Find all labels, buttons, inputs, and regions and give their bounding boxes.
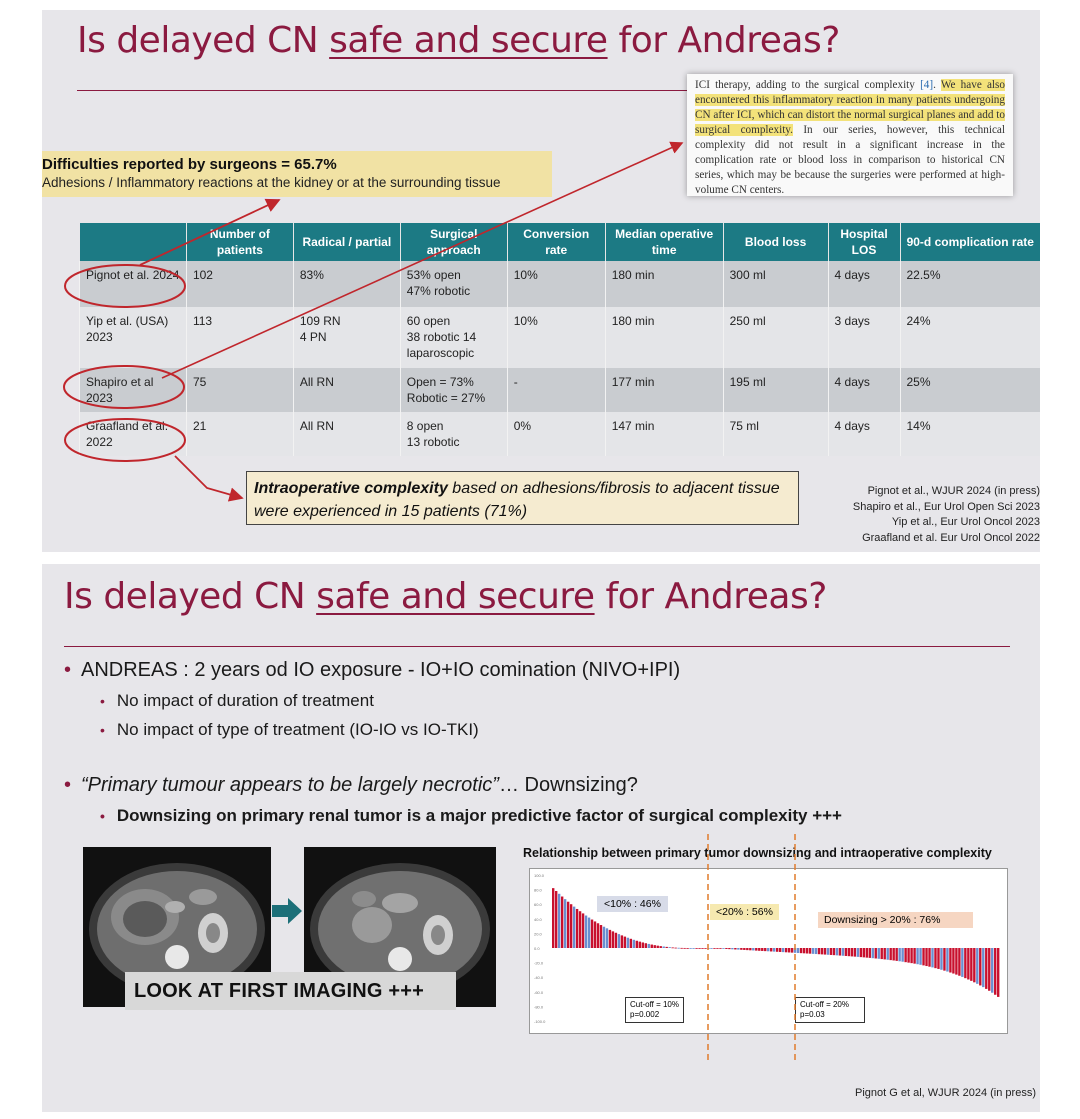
waterfall-bar	[555, 891, 557, 948]
waterfall-bar	[570, 904, 572, 948]
slide-title: Is delayed CN safe and secure for Andreas?	[77, 20, 840, 61]
waterfall-bar	[698, 948, 700, 949]
waterfall-bar	[683, 948, 685, 949]
y-tick-label: 80.0	[534, 887, 542, 893]
waterfall-bar	[761, 948, 763, 951]
waterfall-bar	[639, 942, 641, 948]
cutoff-label: Cut-off = 10%	[630, 1000, 679, 1009]
arrow-to-callout	[175, 456, 242, 498]
waterfall-bar	[824, 948, 826, 955]
waterfall-bar	[665, 947, 667, 948]
table-cell: 250 ml	[723, 307, 828, 368]
waterfall-bar	[642, 942, 644, 948]
waterfall-bar	[901, 948, 903, 962]
waterfall-bar	[624, 937, 626, 948]
study-name-cell: Pignot et al. 2024	[80, 261, 187, 307]
table-cell: 10%	[507, 261, 605, 307]
waterfall-bar	[812, 948, 814, 954]
waterfall-bar	[860, 948, 862, 957]
waterfall-bar	[818, 948, 820, 954]
waterfall-bar	[955, 948, 957, 975]
waterfall-bar	[887, 948, 889, 960]
waterfall-bar	[830, 948, 832, 955]
waterfall-bar	[648, 944, 650, 948]
difficulties-title: Difficulties reported by surgeons = 65.7%	[42, 156, 337, 173]
waterfall-bar	[991, 948, 993, 993]
waterfall-bar	[940, 948, 942, 970]
table-cell: 147 min	[605, 412, 723, 456]
waterfall-bar	[919, 948, 921, 965]
waterfall-bar	[591, 920, 593, 948]
waterfall-bar	[686, 948, 688, 949]
waterfall-bar	[931, 948, 933, 967]
waterfall-bar	[889, 948, 891, 960]
cutoff-label: Cut-off = 20%	[800, 1000, 849, 1009]
waterfall-bar	[934, 948, 936, 968]
waterfall-bar	[597, 923, 599, 948]
header-cell: Number of patients	[186, 223, 293, 261]
header-cell: 90-d complication rate	[900, 223, 1040, 261]
y-tick-label: 60.0	[534, 902, 542, 908]
waterfall-bar	[725, 948, 727, 949]
waterfall-bar	[973, 948, 975, 982]
waterfall-bar	[842, 948, 844, 956]
waterfall-bar	[576, 909, 578, 948]
waterfall-bar	[779, 948, 781, 952]
waterfall-bar	[785, 948, 787, 952]
waterfall-bar	[833, 948, 835, 955]
waterfall-bar	[663, 947, 665, 948]
waterfall-bar	[809, 948, 811, 954]
article-excerpt: ICI therapy, adding to the surgical complexity [4]. We have also encountered this inflammatory reaction in many patients undergoing CN after ICI, which can distort the normal surgical planes and add to surgical complexity. In our series, however, this technical complexity did not result in a significant increase in the complication rate or blood loss in comparison to historical CN series, which may be because the surgeries were performed at high-volume CN centers.	[687, 74, 1013, 196]
waterfall-bar	[788, 948, 790, 952]
waterfall-bar	[836, 948, 838, 955]
table-cell: 3 days	[828, 307, 900, 368]
header-cell: Radical / partial	[293, 223, 400, 261]
waterfall-bar	[851, 948, 853, 956]
waterfall-bar	[680, 948, 682, 949]
waterfall-bar	[904, 948, 906, 962]
table-cell: 21	[186, 412, 293, 456]
waterfall-chart	[529, 868, 1008, 1034]
slide-title: Is delayed CN safe and secure for Andreas?	[64, 576, 827, 617]
look-at-first-imaging-label: LOOK AT FIRST IMAGING +++	[125, 972, 456, 1010]
waterfall-bar	[961, 948, 963, 977]
waterfall-bar	[895, 948, 897, 961]
waterfall-bar	[710, 948, 712, 949]
waterfall-bar	[564, 899, 566, 948]
waterfall-bar	[776, 948, 778, 952]
reference-line: Graafland et al. Eur Urol Oncol 2022	[862, 531, 1040, 544]
waterfall-bar	[821, 948, 823, 954]
waterfall-bar	[636, 941, 638, 948]
table-cell: 14%	[900, 412, 1040, 456]
waterfall-bar	[758, 948, 760, 951]
table-cell: 195 ml	[723, 368, 828, 412]
header-cell: Blood loss	[723, 223, 828, 261]
highlight-circle-pignot	[65, 265, 185, 307]
waterfall-bar	[800, 948, 802, 953]
y-tick-label: 20.0	[534, 931, 542, 937]
table-cell: 113	[186, 307, 293, 368]
waterfall-bar	[967, 948, 969, 979]
waterfall-bar	[988, 948, 990, 991]
waterfall-bar	[612, 931, 614, 948]
y-tick-label: -60.0	[534, 989, 544, 995]
waterfall-bar	[674, 948, 676, 949]
reference-line: Yip et al., Eur Urol Oncol 2023	[891, 516, 1040, 528]
waterfall-bar	[719, 948, 721, 949]
waterfall-bar	[552, 888, 554, 948]
header-cell: Median operative time	[605, 223, 723, 261]
waterfall-bar	[689, 948, 691, 949]
waterfall-bar	[600, 925, 602, 948]
slide-bottom	[42, 564, 1040, 1112]
waterfall-bar	[994, 948, 996, 995]
y-tick-label: 100.0	[534, 873, 545, 878]
table-cell: 102	[186, 261, 293, 307]
waterfall-bar	[603, 927, 605, 948]
waterfall-bar	[660, 946, 662, 948]
waterfall-bar	[985, 948, 987, 989]
waterfall-bar	[845, 948, 847, 956]
table-cell: 4 days	[828, 412, 900, 456]
waterfall-bar	[618, 934, 620, 948]
waterfall-bar	[979, 948, 981, 985]
waterfall-bar	[609, 930, 611, 948]
cutoff-box	[625, 997, 684, 1023]
table-cell: 53% open 47% robotic	[400, 261, 507, 307]
waterfall-bar	[579, 911, 581, 948]
reference: Pignot G et al, WJUR 2024 (in press)	[855, 1087, 1036, 1099]
table-cell: 177 min	[605, 368, 723, 412]
reference-line: Shapiro et al., Eur Urol Open Sci 2023	[852, 500, 1040, 513]
table-cell: 4 days	[828, 261, 900, 307]
arrow-to-excerpt	[162, 143, 682, 378]
waterfall-bar	[854, 948, 856, 957]
waterfall-bar	[645, 943, 647, 948]
table-cell: 22.5%	[900, 261, 1040, 307]
waterfall-bar	[958, 948, 960, 976]
y-tick-label: 0.0	[534, 946, 540, 951]
y-tick-label: -40.0	[534, 975, 544, 981]
waterfall-bar	[773, 948, 775, 952]
cutoff-box	[795, 997, 865, 1023]
waterfall-bar	[573, 907, 575, 948]
table-cell: 75	[186, 368, 293, 412]
chart-title: Relationship between primary tumor downsizing and intraoperative complexity	[523, 846, 992, 860]
table-cell: 0%	[507, 412, 605, 456]
waterfall-bar	[866, 948, 868, 958]
waterfall-bar	[815, 948, 817, 954]
waterfall-bar	[976, 948, 978, 984]
waterfall-bar	[827, 948, 829, 955]
waterfall-bar	[913, 948, 915, 964]
waterfall-bar	[797, 948, 799, 953]
waterfall-bar	[755, 948, 757, 951]
waterfall-bar	[728, 948, 730, 949]
table-cell: 180 min	[605, 261, 723, 307]
waterfall-bar	[937, 948, 939, 969]
table-cell: All RN	[293, 412, 400, 456]
bullet-andreas: • ANDREAS : 2 years od IO exposure - IO+IO comination (NIVO+IPI)	[64, 659, 681, 681]
waterfall-bar	[782, 948, 784, 952]
table-cell: 4 days	[828, 368, 900, 412]
waterfall-bar	[701, 948, 703, 949]
waterfall-bar	[970, 948, 972, 981]
waterfall-bar	[875, 948, 877, 958]
waterfall-bar	[651, 945, 653, 948]
title-rule	[64, 646, 1010, 647]
complexity-callout: Intraoperative complexity based on adhesions/fibrosis to adjacent tissue were experienced in 15 patients (71%)	[246, 471, 799, 525]
waterfall-bar	[770, 948, 772, 951]
waterfall-bar	[764, 948, 766, 951]
study-name-cell: Yip et al. (USA) 2023	[80, 307, 187, 368]
waterfall-bar	[746, 948, 748, 950]
waterfall-bar	[695, 948, 697, 949]
table-cell: 83%	[293, 261, 400, 307]
waterfall-bar	[704, 948, 706, 949]
waterfall-bar	[561, 897, 563, 948]
waterfall-bar	[654, 945, 656, 948]
highlight-circle-graafland	[65, 419, 185, 461]
table-cell: 75 ml	[723, 412, 828, 456]
waterfall-bar	[997, 948, 999, 997]
sub-bullet: • No impact of type of treatment (IO-IO vs IO-TKI)	[100, 720, 479, 739]
cutoff-p-value: p=0.002	[630, 1010, 660, 1019]
waterfall-bar	[857, 948, 859, 957]
waterfall-bar	[982, 948, 984, 987]
waterfall-bar	[946, 948, 948, 972]
waterfall-bar	[722, 948, 724, 949]
table-cell: 10%	[507, 307, 605, 368]
waterfall-bar	[791, 948, 793, 953]
sub-bullet-downsizing: • Downsizing on primary renal tumor is a major predictive factor of surgical complexity +++	[100, 806, 842, 825]
waterfall-bar	[567, 902, 569, 948]
table-cell: 109 RN 4 PN	[293, 307, 400, 368]
waterfall-bar	[692, 948, 694, 949]
waterfall-bar	[952, 948, 954, 974]
waterfall-bar	[627, 938, 629, 948]
header-cell: Conversion rate	[507, 223, 605, 261]
waterfall-bar	[848, 948, 850, 956]
arrow-to-difficulties	[140, 200, 279, 265]
difficulties-subtitle: Adhesions / Inflammatory reactions at the kidney or at the surrounding tissue	[42, 175, 501, 190]
waterfall-bar	[582, 913, 584, 948]
highlight-circle-shapiro	[64, 366, 184, 408]
waterfall-bar	[657, 946, 659, 948]
waterfall-bar	[633, 940, 635, 948]
waterfall-bar	[907, 948, 909, 963]
waterfall-bar	[594, 921, 596, 948]
header-cell: Surgical approach	[400, 223, 507, 261]
waterfall-bar	[749, 948, 751, 950]
group-label: Downsizing > 20% : 76%	[818, 912, 973, 928]
waterfall-bar	[743, 948, 745, 950]
waterfall-bar	[752, 948, 754, 950]
waterfall-bar	[668, 947, 670, 948]
waterfall-bar	[916, 948, 918, 964]
y-tick-label: -20.0	[534, 960, 544, 966]
table-cell: 8 open 13 robotic	[400, 412, 507, 456]
study-name-cell: Shapiro et al 2023	[80, 368, 187, 412]
waterfall-bar	[884, 948, 886, 959]
waterfall-bar	[928, 948, 930, 967]
waterfall-bar	[881, 948, 883, 959]
waterfall-bar	[621, 935, 623, 948]
header-cell: Hospital LOS	[828, 223, 900, 261]
y-tick-label: 40.0	[534, 916, 542, 922]
table-cell: 300 ml	[723, 261, 828, 307]
table-cell: 60 open 38 robotic 14 laparoscopic	[400, 307, 507, 368]
sub-bullet: • No impact of duration of treatment	[100, 691, 374, 710]
study-name-cell: Graafland et al. 2022	[80, 412, 187, 456]
references	[853, 484, 1040, 546]
group-label: <10% : 46%	[597, 896, 668, 912]
y-tick-label: -80.0	[534, 1004, 544, 1010]
waterfall-bar	[863, 948, 865, 957]
waterfall-bar	[585, 916, 587, 948]
waterfall-bar	[716, 948, 718, 949]
waterfall-bar	[671, 947, 673, 948]
waterfall-bar	[892, 948, 894, 960]
table-cell: All RN	[293, 368, 400, 412]
waterfall-bar	[898, 948, 900, 961]
waterfall-bar	[731, 948, 733, 949]
waterfall-bar	[734, 948, 736, 949]
waterfall-bar	[839, 948, 841, 956]
waterfall-bar	[806, 948, 808, 954]
waterfall-bar	[767, 948, 769, 951]
waterfall-bar	[794, 948, 796, 953]
waterfall-bar	[713, 948, 715, 949]
table-cell: 25%	[900, 368, 1040, 412]
table-cell: Open = 73% Robotic = 27%	[400, 368, 507, 412]
waterfall-bar	[615, 933, 617, 948]
waterfall-bar	[606, 928, 608, 948]
bullet-necrotic: • “Primary tumour appears to be largely necrotic”… Downsizing?	[64, 774, 638, 796]
group-label: <20% : 56%	[710, 904, 779, 920]
waterfall-bar	[964, 948, 966, 978]
waterfall-bar	[630, 939, 632, 948]
table-cell: 24%	[900, 307, 1040, 368]
waterfall-bar	[737, 948, 739, 950]
waterfall-bar	[869, 948, 871, 958]
cutoff-p-value: p=0.03	[800, 1010, 825, 1019]
waterfall-plot	[530, 869, 1007, 1033]
reference-line: Pignot et al., WJUR 2024 (in press)	[867, 485, 1040, 497]
y-tick-label: -100.0	[534, 1019, 546, 1024]
waterfall-bar	[558, 894, 560, 948]
waterfall-bar	[922, 948, 924, 965]
waterfall-bar	[803, 948, 805, 953]
waterfall-bar	[677, 948, 679, 949]
waterfall-bar	[943, 948, 945, 971]
table-cell: 180 min	[605, 307, 723, 368]
waterfall-bar	[949, 948, 951, 973]
waterfall-bar	[878, 948, 880, 959]
arrow-right-icon	[272, 898, 302, 929]
waterfall-bar	[925, 948, 927, 966]
waterfall-bar	[740, 948, 742, 950]
table-cell: -	[507, 368, 605, 412]
slide-top	[42, 10, 1040, 552]
waterfall-bar	[910, 948, 912, 963]
waterfall-bar	[588, 918, 590, 948]
waterfall-bar	[872, 948, 874, 958]
waterfall-bar	[707, 948, 709, 949]
